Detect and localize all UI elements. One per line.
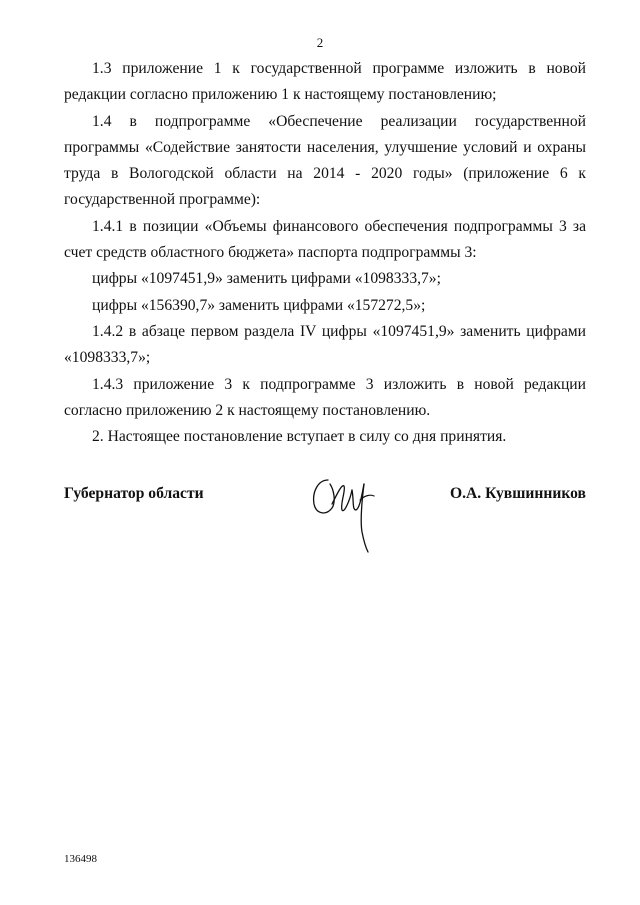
paragraph: 1.3 приложение 1 к государственной программе изложить в новой редакции согласно приложению 1 к настоящему постановлению; [64,60,586,104]
paragraph: 1.4.2 в абзаце первом раздела IV цифры «1097451,9» заменить цифрами «1098333,7»; [64,322,586,367]
paragraph: 1.4.1 в позиции «Объемы финансового обеспечения подпрограммы 3 за счет средств областного бюджета» паспорта подпрограммы 3: [64,217,586,262]
signatory-name: О.А. Кувшинников [450,485,586,502]
paragraph: 1.4 в подпрограмме «Обеспечение реализации государственной программы «Содействие занятости населения, улучшение условий и охраны труда в Вологодской области на 2014 - 2020 годы» (приложение 6 к государственной программе): [64,112,586,209]
handwritten-signature [300,470,390,555]
paragraph: цифры «156390,7» заменить цифрами «157272,5»; [92,296,426,314]
paragraph: 1.4.3 приложение 3 к подпрограмме 3 изложить в новой редакции согласно приложению 2 к настоящему постановлению. [64,375,586,419]
signatory-title: Губернатор области [64,485,204,502]
paragraph: цифры «1097451,9» заменить цифрами «1098333,7»; [92,270,441,288]
paragraph: 2. Настоящее постановление вступает в силу со дня принятия. [92,428,507,446]
page-number: 2 [316,35,324,50]
document-code: 136498 [64,853,97,865]
document-body [64,56,586,450]
